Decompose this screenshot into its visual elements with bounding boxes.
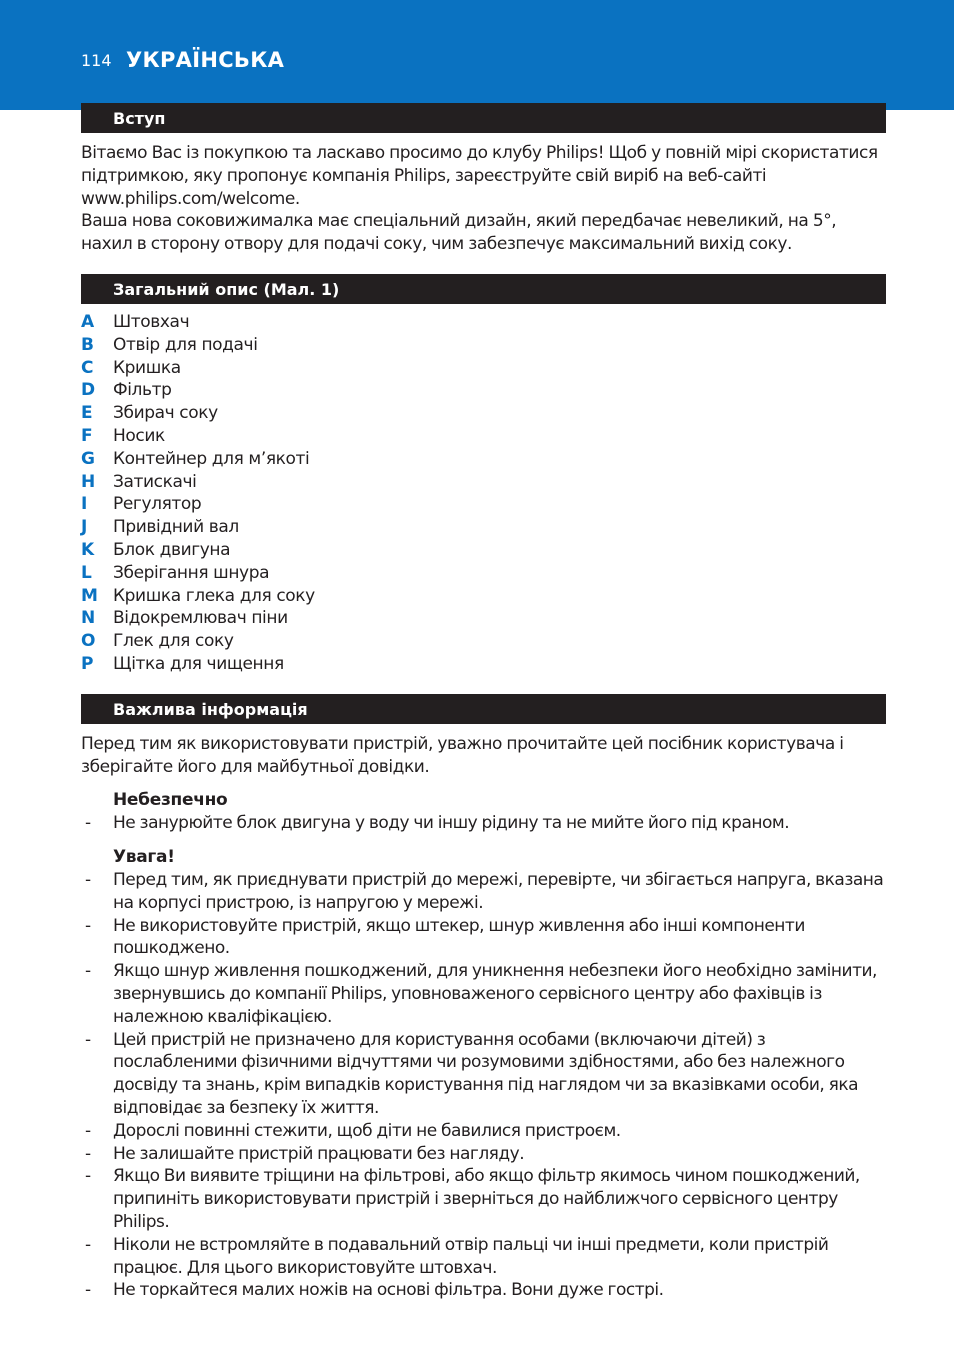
part-name: Кришка — [113, 357, 181, 378]
bullet-item — [81, 1029, 891, 1120]
bullet-dash: - — [85, 1143, 91, 1164]
bullet-text: Перед тим, як приєднувати пристрій до мережі, перевірте, чи збігається напруга, вказана на корпусі пристрою, із напругою у мережі. — [113, 870, 884, 913]
part-name: Зберігання шнура — [113, 562, 270, 583]
bullet-item — [81, 915, 891, 961]
bullet-item — [81, 960, 891, 1028]
language-title: УКРАЇНСЬКА — [126, 48, 285, 72]
bullet-dash: - — [85, 1234, 91, 1255]
part-letter: L — [81, 562, 92, 583]
part-letter: H — [81, 471, 95, 492]
important-intro: Перед тим як використовувати пристрій, уважно прочитайте цей посібник користувача і зберігайте його для майбутньої довідки. — [81, 734, 844, 777]
part-name: Блок двигуна — [113, 539, 231, 560]
bullet-item — [81, 1143, 891, 1166]
part-name: Отвір для подачі — [113, 334, 258, 355]
section-heading-important — [81, 694, 886, 724]
part-letter: C — [81, 357, 94, 378]
section-heading-intro — [81, 103, 886, 133]
bullet-dash: - — [85, 1120, 91, 1141]
part-name: Фільтр — [113, 380, 172, 401]
part-letter: D — [81, 380, 95, 401]
part-letter: F — [81, 425, 93, 446]
bullet-text: Ніколи не встромляйте в подавальний отвір пальці чи інші предмети, коли пристрій працює. Для цього використовуйте штовхач. — [113, 1234, 829, 1278]
section-heading-text: Важлива інформація — [113, 700, 308, 719]
part-letter: B — [81, 334, 94, 355]
part-letter: E — [81, 403, 93, 424]
bullet-text: Не використовуйте пристрій, якщо штекер, шнур живлення або інші компоненти пошкоджено. — [113, 915, 805, 959]
part-name: Щітка для чищення — [113, 653, 284, 674]
bullet-dash: - — [85, 870, 91, 890]
intro-paragraph-2: Ваша нова соковижималка має спеціальний дизайн, який передбачає невеликий, на 5°, нахил в сторону отвору для подачі соку, чим забезпечує максимальний вихід соку. — [81, 211, 837, 254]
part-letter: O — [81, 631, 96, 652]
bullet-text: Не торкайтеся малих ножів на основі фільтра. Вони дуже гострі. — [113, 1280, 664, 1301]
danger-list — [81, 812, 891, 835]
bullet-dash: - — [85, 1280, 91, 1301]
bullet-dash: - — [85, 1029, 91, 1050]
bullet-item — [81, 1120, 891, 1143]
bullet-item — [81, 869, 891, 915]
bullet-item — [81, 812, 891, 835]
part-name: Кришка глека для соку — [113, 585, 315, 606]
bullet-dash: - — [85, 915, 91, 936]
part-letter: I — [81, 494, 87, 515]
bullet-text: Дорослі повинні стежити, щоб діти не бавилися пристроєм. — [113, 1120, 621, 1141]
section-heading-text: Загальний опис (Мал. 1) — [113, 280, 340, 299]
part-letter: A — [81, 312, 94, 332]
part-letter: P — [81, 653, 94, 674]
page-number: 114 — [81, 51, 112, 70]
part-name: Затискачі — [113, 471, 197, 492]
part-name: Контейнер для м’якоті — [113, 448, 310, 469]
bullet-item — [81, 1165, 891, 1233]
part-name: Відокремлювач піни — [113, 608, 288, 629]
intro-paragraph-1: Вітаємо Вас із покупкою та ласкаво просимо до клубу Philips! Щоб у повній мірі скористатися підтримкою, яку пропонує компанія Philips, зареєструйте свій виріб на веб-сайті www.philips.com/welcome. — [81, 143, 878, 209]
part-letter: J — [81, 517, 87, 538]
bullet-text: Цей пристрій не призначено для користування особами (включаючи дітей) з послабленими фізичними відчуттями чи розумовими здібностями, або без належного досвіду та знань, крім випадків користування під наглядом чи за вказівками особи, яка відповідає за безпеку їх життя. — [113, 1029, 859, 1118]
bullet-item — [81, 1279, 891, 1302]
bullet-text: Якщо Ви виявите тріщини на фільтрові, або якщо фільтр якимось чином пошкоджений, припиніть використовувати пристрій і зверніться до найближчого сервісного центру Philips. — [113, 1166, 860, 1232]
bullet-text: Не залишайте пристрій працювати без нагляду. — [113, 1143, 525, 1164]
part-name: Регулятор — [113, 494, 202, 515]
bullet-text: Якщо шнур живлення пошкоджений, для уникнення небезпеки його необхідно замінити, звернувшись до компанії Philips, уповноваженого сервісного центру або фахівців із належною кваліфікацією. — [113, 961, 877, 1027]
part-letter: M — [81, 585, 98, 606]
bullet-dash: - — [85, 813, 91, 833]
part-name: Збирач соку — [113, 403, 218, 424]
part-letter: K — [81, 539, 94, 560]
header-bar — [0, 0, 954, 110]
part-name: Носик — [113, 425, 165, 446]
part-letter: N — [81, 608, 95, 629]
part-name: Штовхач — [113, 312, 190, 332]
danger-label: Небезпечно — [113, 790, 228, 810]
section-heading-description — [81, 274, 886, 304]
warning-list — [81, 869, 891, 1302]
bullet-item — [81, 1234, 891, 1280]
part-name: Привідний вал — [113, 517, 239, 538]
bullet-dash: - — [85, 1166, 91, 1187]
part-name: Глек для соку — [113, 631, 234, 652]
section-heading-text: Вступ — [113, 109, 166, 128]
part-letter: G — [81, 448, 95, 469]
bullet-dash: - — [85, 961, 91, 982]
bullet-text: Не занурюйте блок двигуна у воду чи іншу рідину та не мийте його під краном. — [113, 813, 790, 833]
warning-label: Увага! — [113, 847, 175, 867]
